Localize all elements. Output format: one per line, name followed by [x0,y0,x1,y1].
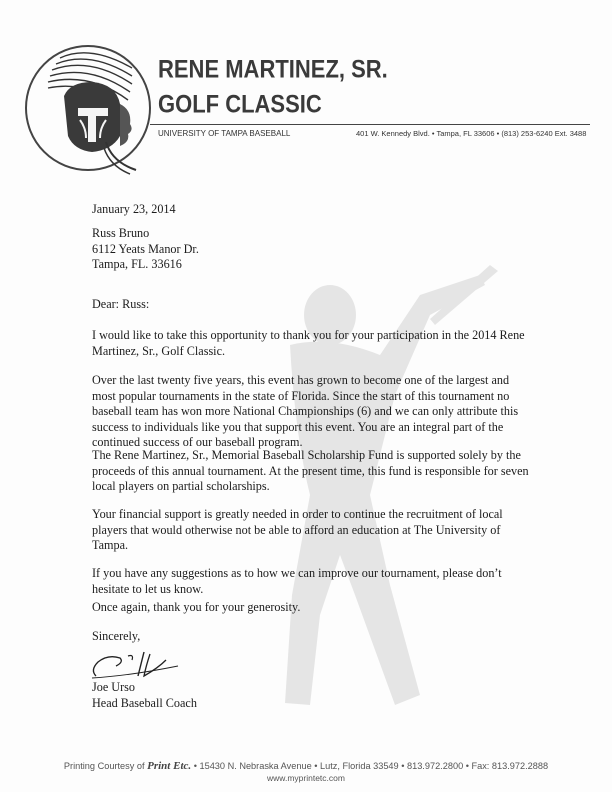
letterhead-divider [150,124,590,125]
signer-title: Head Baseball Coach [92,695,197,710]
printer-brand: Print Etc. [147,760,192,772]
letterhead-address: 401 W. Kennedy Blvd. • Tampa, FL 33606 • (813) 253-6240 Ext. 3488 [356,129,587,138]
paragraph-gratitude: Once again, thank you for your generosity. [92,600,301,614]
printer-website: www.myprintetc.com [267,773,345,783]
paragraph-scholarship: The Rene Martinez, Sr., Memorial Baseball Scholarship Fund is supported solely by the proceeds of this annual tournament. At the present time, this fund is responsible for seven local players on partial scholarships. [92,448,529,493]
signer-name: Joe Urso [92,680,135,694]
printer-credit-prefix: Printing Courtesy of [63,761,145,771]
golfer-watermark-icon [180,255,510,735]
recipient-city: Tampa, FL. 33616 [92,257,182,271]
letterhead-title-line2: GOLF CLASSIC [158,90,322,118]
paragraph-support: Your financial support is greatly needed in order to continue the recruitment of local players that would otherwise not be able to afford an education at The University of Tampa. [92,507,503,552]
letter-date: January 23, 2014 [92,202,176,216]
recipient-name: Russ Bruno [92,226,150,240]
recipient-street: 6112 Yeats Manor Dr. [92,241,199,256]
printer-details: • 15430 N. Nebraska Avenue • Lutz, Florida 33549 • 813.972.2800 • Fax: 813.972.2888 [193,761,549,771]
letterhead-title-line1: RENE MARTINEZ, SR. [158,55,388,83]
printer-credit [0,760,612,772]
spartan-helmet-icon [20,38,160,178]
letterhead-organization: UNIVERSITY OF TAMPA BASEBALL [158,129,291,138]
paragraph-suggestions: If you have any suggestions as to how we can improve our tournament, please don’t hesitate to let us know. [92,566,502,596]
paragraph-history: Over the last twenty five years, this event has grown to become one of the largest and most popular tournaments in the state of Florida. Since the start of this tournament no baseball team has won more National Championships (6) and we can only attribute this success to individuals like you that support this event. You are an integral part of the continued success of our baseball program. [92,373,519,449]
signer-block [92,680,532,711]
recipient-address [92,226,532,273]
closing: Sincerely, [92,629,141,643]
paragraph-thanks: I would like to take this opportunity to thank you for your participation in the 2014 Rene Martinez, Sr., Golf Classic. [92,328,525,358]
signature-icon [88,646,183,682]
salutation: Dear: Russ: [92,297,150,311]
